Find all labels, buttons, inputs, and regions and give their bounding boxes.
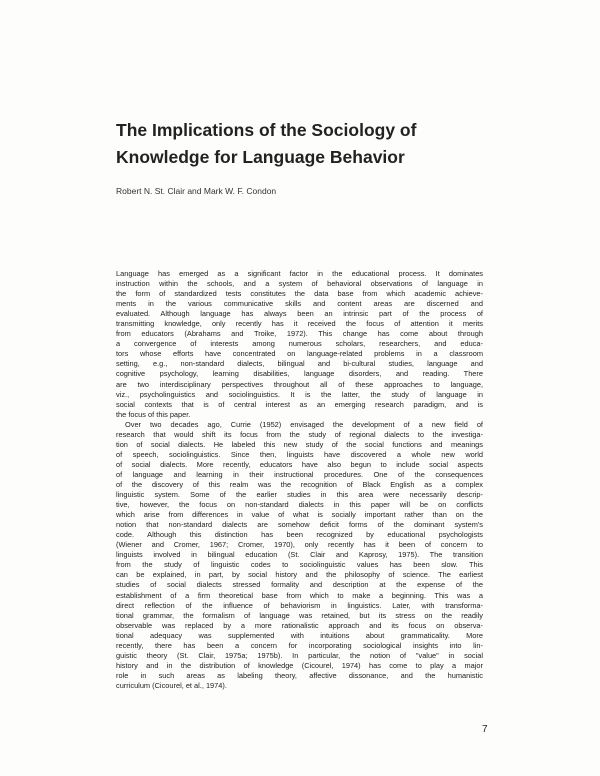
text-line: cognitive psychology, learning disabilities, language disorders, and reading. There xyxy=(116,369,483,379)
text-line: direct reflection of the influence of behaviorism in linguistics. Later, with transforma- xyxy=(116,600,483,610)
text-line: of social dialects. More recently, educators have also begun to include social aspects xyxy=(116,459,483,469)
text-line: the focus of this paper. xyxy=(116,409,191,419)
text-line: the form of standardized tests constitutes the data base from which academic achieve- xyxy=(116,289,483,299)
text-line: research that would shift its focus from the study of regional dialects to the investiga- xyxy=(116,429,483,439)
text-line: of the discovery of this realm was the recognition of Black English as a complex xyxy=(116,479,483,489)
text-line: setting, e.g., non-standard dialects, bilingual and bi-cultural studies, language and xyxy=(116,359,483,369)
text-line: code. Although this distinction has been recognized by educational psychologists xyxy=(116,530,483,540)
text-line: (Wiener and Cromer, 1967; Cromer, 1970), only recently has it been of concern to xyxy=(116,540,483,550)
text-line: tional adequacy was supplemented with intuitions about grammaticality. More xyxy=(116,630,483,640)
paragraph-2 xyxy=(116,420,483,691)
body-text xyxy=(116,269,483,691)
text-line: can be explained, in part, by social history and the philosophy of science. The earliest xyxy=(116,570,483,580)
authors-line: Robert N. St. Clair and Mark W. F. Condon xyxy=(116,186,277,196)
text-line: of speech, sociolinguistics. Since then, linguists have discovered a whole new world xyxy=(116,449,483,459)
text-line: instruction within the schools, and a system of behavioral observations of language in xyxy=(116,279,483,289)
paper-title xyxy=(116,117,496,171)
text-line: guistic theory (St. Clair, 1975a; 1975b). In particular, the notion of "value" in social xyxy=(116,650,483,660)
text-line: linguistic system. Some of the earlier studies in this area were necessarily descrip- xyxy=(116,490,483,500)
text-line: social contexts that is of central interest as an emerging research paradigm, and is xyxy=(116,399,483,409)
text-line: from the study of linguistic codes to sociolinguistic values has been slow. This xyxy=(116,560,483,570)
text-line: notion that non-standard dialects are somehow deficit forms of the dominant system's xyxy=(116,520,483,530)
text-line: are two interdisciplinary perspectives throughout all of these approaches to language, xyxy=(116,379,483,389)
text-line: recently, there has been a concern for incorporating sociological insights into lin- xyxy=(116,640,483,650)
text-line: of language and learning in their instructional procedures. One of the consequences xyxy=(116,469,483,479)
text-line: evaluated. Although language has always been an intrinsic part of the process of xyxy=(116,309,483,319)
text-line: tors whose efforts have concentrated on language-related problems in a classroom xyxy=(116,349,483,359)
text-line: role in such areas as labeling theory, affective dissonance, and the humanistic xyxy=(116,670,483,680)
text-line: Language has emerged as a significant factor in the educational process. It dominates xyxy=(116,269,483,278)
title-line: The Implications of the Sociology of xyxy=(116,120,417,140)
text-line: history and in the distribution of knowledge (Cicourel, 1974) has come to play a major xyxy=(116,660,483,670)
paragraph-1 xyxy=(116,269,483,420)
text-line: which arise from differences in value of what is socially important rather than on the xyxy=(116,510,483,520)
text-line: tional grammar, the formalism of language was retained, but its stress on the readily xyxy=(116,610,483,620)
text-line: from educators (Abrahams and Troike, 1972). This change has come about through xyxy=(116,329,483,339)
text-line: studies of social dialects stressed formality and description at the expense of the xyxy=(116,580,483,590)
text-line: observable was replaced by a more rationalistic approach and its focus on observa- xyxy=(116,620,483,630)
text-line: ments in the various communicative skills and content areas are discerned and xyxy=(116,299,483,309)
text-line: curriculum (Cicourel, et al., 1974). xyxy=(116,680,227,690)
text-line: a convergence of interests among numerous scholars, researchers, and educa- xyxy=(116,339,483,349)
text-line: tion of social dialects. He labeled this new study of the social functions and meanings xyxy=(116,439,483,449)
text-line: viz., psycholinguistics and sociolinguistics. It is the latter, the study of language in xyxy=(116,389,483,399)
text-line: transmitting knowledge, only recently has it received the focus of attention it merits xyxy=(116,319,483,329)
title-line: Knowledge for Language Behavior xyxy=(116,147,405,167)
text-line: linguists involved in bilingual education (St. Clair and Kaprosy, 1975). The transition xyxy=(116,550,483,560)
text-line: tive, however, the focus on non-standard dialects in this paper will be on conflicts xyxy=(116,500,483,510)
page-number: 7 xyxy=(482,724,488,735)
text-line: establishment of a firm theoretical base from which to make a beginning. This was a xyxy=(116,590,483,600)
text-line: Over two decades ago, Currie (1952) envisaged the development of a new field of xyxy=(125,419,483,429)
